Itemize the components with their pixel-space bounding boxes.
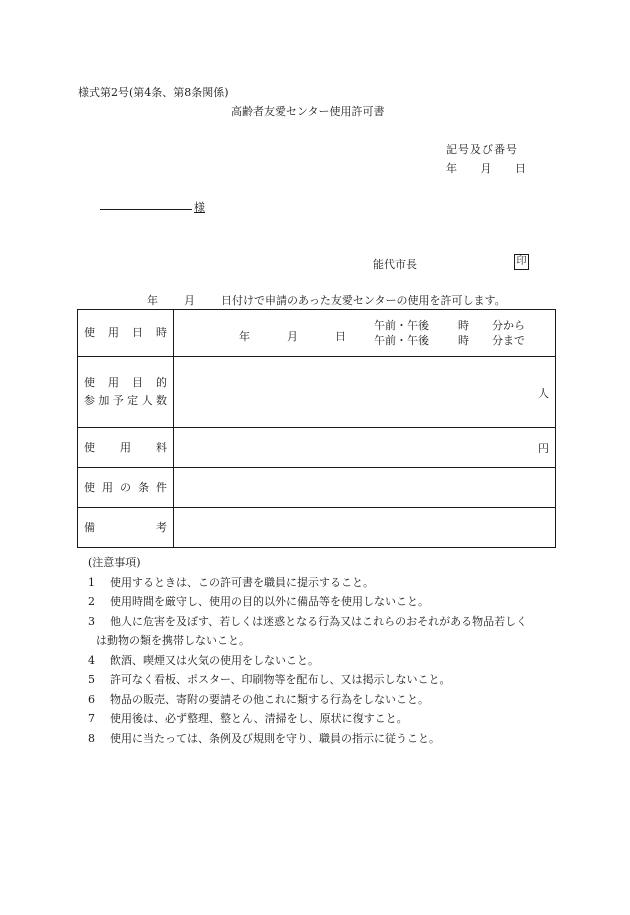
notes-section: [88, 553, 527, 748]
permission-statement: [147, 292, 506, 308]
use-date-day: 日: [335, 330, 346, 343]
label-remarks: 備 考: [78, 508, 174, 548]
note-item-5: 5 許可なく看板、ポスター、印刷物等を配布し、又は掲示しないこと。: [88, 673, 451, 686]
note-item-7: 7 使用後は、必ず整理、整とん、清掃をし、原状に復すこと。: [88, 712, 408, 725]
note-item-8: 8 使用に当たっては、条例及び規則を守り、職員の指示に従うこと。: [88, 731, 440, 745]
issue-date-month: 月: [480, 162, 492, 175]
label-purpose-participants: 使 用 目 的 参 加 予 定 人 数: [78, 357, 174, 428]
issuer-mayor: 能代市長: [373, 258, 417, 271]
use-date-year: 年: [239, 330, 250, 343]
intro-text: 日付けで申請のあった友愛センターの使用を許可します。: [221, 294, 506, 307]
permit-table: [77, 309, 556, 548]
use-date-month: 月: [287, 330, 298, 343]
use-time: [374, 318, 525, 348]
label-fee: 使 用 料: [78, 428, 174, 468]
note-item-1: 1 使用するときは、この許可書を職員に提示すること。: [88, 575, 374, 589]
issue-date-day: 日: [515, 162, 526, 175]
note-item-4: 4 飲酒、喫煙又は火気の使用をしないこと。: [88, 653, 319, 667]
note-item-2: 2 使用時間を厳守し、使用の目的以外に備品等を使用しないこと。: [88, 595, 429, 608]
fee-unit: 円: [538, 442, 549, 455]
issue-date: [446, 160, 526, 176]
form-number: 様式第2号(第4条、第8条関係): [78, 86, 229, 99]
time-to: 午前・午後 時 分まで: [374, 334, 525, 347]
document-title: 高齢者友愛センター使用許可書: [231, 105, 385, 118]
label-datetime: 使 用 日 時: [78, 310, 174, 357]
remarks-value-cell: [174, 508, 556, 548]
purpose-value-cell: [174, 357, 556, 428]
table-row-fee: [78, 428, 556, 468]
note-item-6: 6 物品の販売、寄附の要請その他これに類する行為をしないこと。: [88, 692, 429, 706]
datetime-value-cell: [174, 310, 556, 357]
intro-month: 月: [184, 294, 195, 307]
label-conditions: 使 用 の 条 件: [78, 468, 174, 508]
use-date: [239, 328, 346, 344]
table-row-conditions: [78, 468, 556, 508]
note-item-3-continued: は動物の類を携帯しないこと。: [96, 634, 250, 647]
table-row-datetime: [78, 310, 556, 357]
table-row-remarks: [78, 508, 556, 548]
fee-value-cell: [174, 428, 556, 468]
conditions-value-cell: [174, 468, 556, 508]
seal-mark: 印: [514, 254, 529, 270]
participants-unit: 人: [538, 387, 549, 400]
time-from: 午前・午後 時 分から: [374, 319, 525, 332]
notes-heading: (注意事項): [88, 556, 141, 569]
note-item-3: 3 他人に危害を及ぼす、若しくは迷惑となる行為又はこれらのおそれがある物品若しく: [88, 614, 528, 628]
intro-year: 年: [147, 294, 158, 307]
addressee-blank-line: [100, 209, 192, 210]
issue-date-year: 年: [446, 162, 457, 175]
table-row-purpose: [78, 357, 556, 428]
addressee-suffix: 様: [194, 201, 205, 214]
reference-number-label: 記号及び番号: [446, 143, 518, 156]
